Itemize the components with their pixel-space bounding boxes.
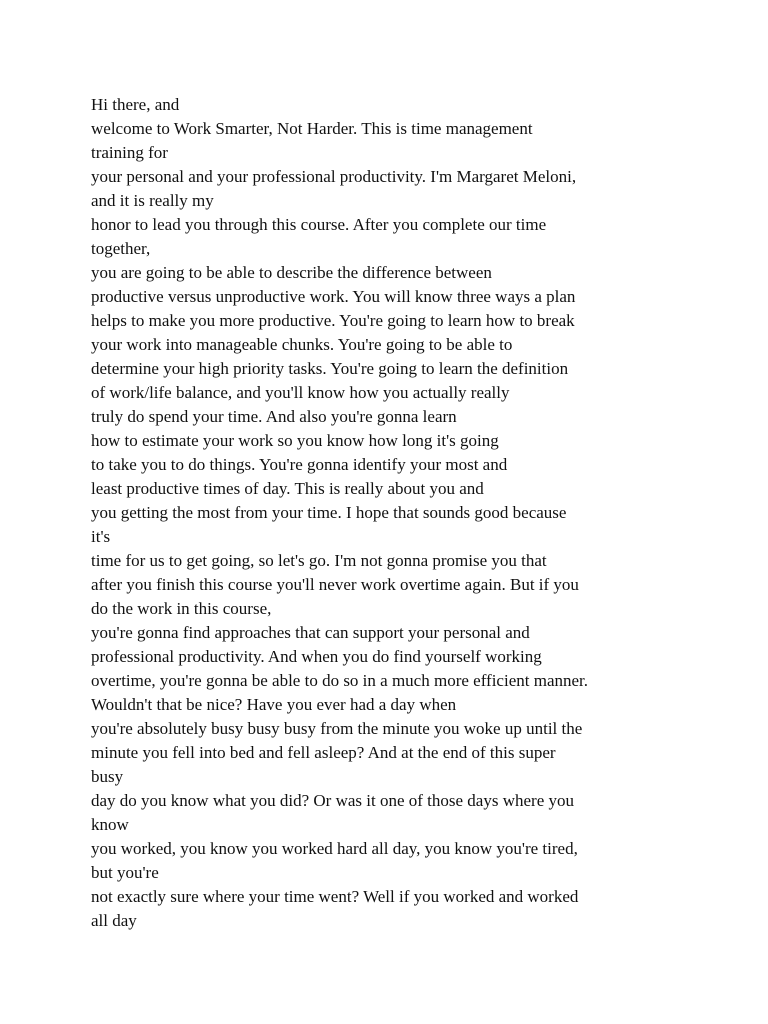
text-line: do the work in this course, xyxy=(91,599,272,618)
text-line: time for us to get going, so let's go. I'm not gonna promise you that xyxy=(91,551,547,570)
text-line: busy xyxy=(91,767,124,786)
text-line: all day xyxy=(91,911,137,930)
text-line: welcome to Work Smarter, Not Harder. This is time management xyxy=(91,119,533,138)
text-line: truly do spend your time. And also you're gonna learn xyxy=(91,407,457,426)
text-line: together, xyxy=(91,239,151,258)
text-line: your work into manageable chunks. You're going to be able to xyxy=(91,335,513,354)
text-line: minute you fell into bed and fell asleep? And at the end of this super xyxy=(91,743,556,762)
text-line: it's xyxy=(91,527,111,546)
text-line: you're gonna find approaches that can support your personal and xyxy=(91,623,530,642)
text-line: know xyxy=(91,815,129,834)
text-line: how to estimate your work so you know how long it's going xyxy=(91,431,499,450)
text-line: Hi there, and xyxy=(91,95,180,114)
text-line: helps to make you more productive. You're going to learn how to break xyxy=(91,311,575,330)
text-line: overtime, you're gonna be able to do so in a much more efficient manner. xyxy=(91,671,589,690)
text-line: you getting the most from your time. I hope that sounds good because xyxy=(91,503,567,522)
text-line: your personal and your professional productivity. I'm Margaret Meloni, xyxy=(91,167,577,186)
text-line: after you finish this course you'll never work overtime again. But if you xyxy=(91,575,579,594)
text-line: least productive times of day. This is really about you and xyxy=(91,479,484,498)
text-line: Wouldn't that be nice? Have you ever had a day when xyxy=(91,695,457,714)
text-line: not exactly sure where your time went? Well if you worked and worked xyxy=(91,887,579,906)
text-line: determine your high priority tasks. You're going to learn the definition xyxy=(91,359,569,378)
text-line: training for xyxy=(91,143,168,162)
text-line: of work/life balance, and you'll know how you actually really xyxy=(91,383,510,402)
text-line: honor to lead you through this course. After you complete our time xyxy=(91,215,547,234)
text-line: and it is really my xyxy=(91,191,214,210)
text-line: but you're xyxy=(91,863,159,882)
text-line: day do you know what you did? Or was it one of those days where you xyxy=(91,791,574,810)
text-line: you are going to be able to describe the difference between xyxy=(91,263,492,282)
text-line: you're absolutely busy busy busy from the minute you woke up until the xyxy=(91,719,583,738)
text-line: you worked, you know you worked hard all day, you know you're tired, xyxy=(91,839,578,858)
transcript-text xyxy=(91,93,691,933)
text-line: productive versus unproductive work. You will know three ways a plan xyxy=(91,287,576,306)
text-line: professional productivity. And when you do find yourself working xyxy=(91,647,542,666)
text-line: to take you to do things. You're gonna identify your most and xyxy=(91,455,508,474)
